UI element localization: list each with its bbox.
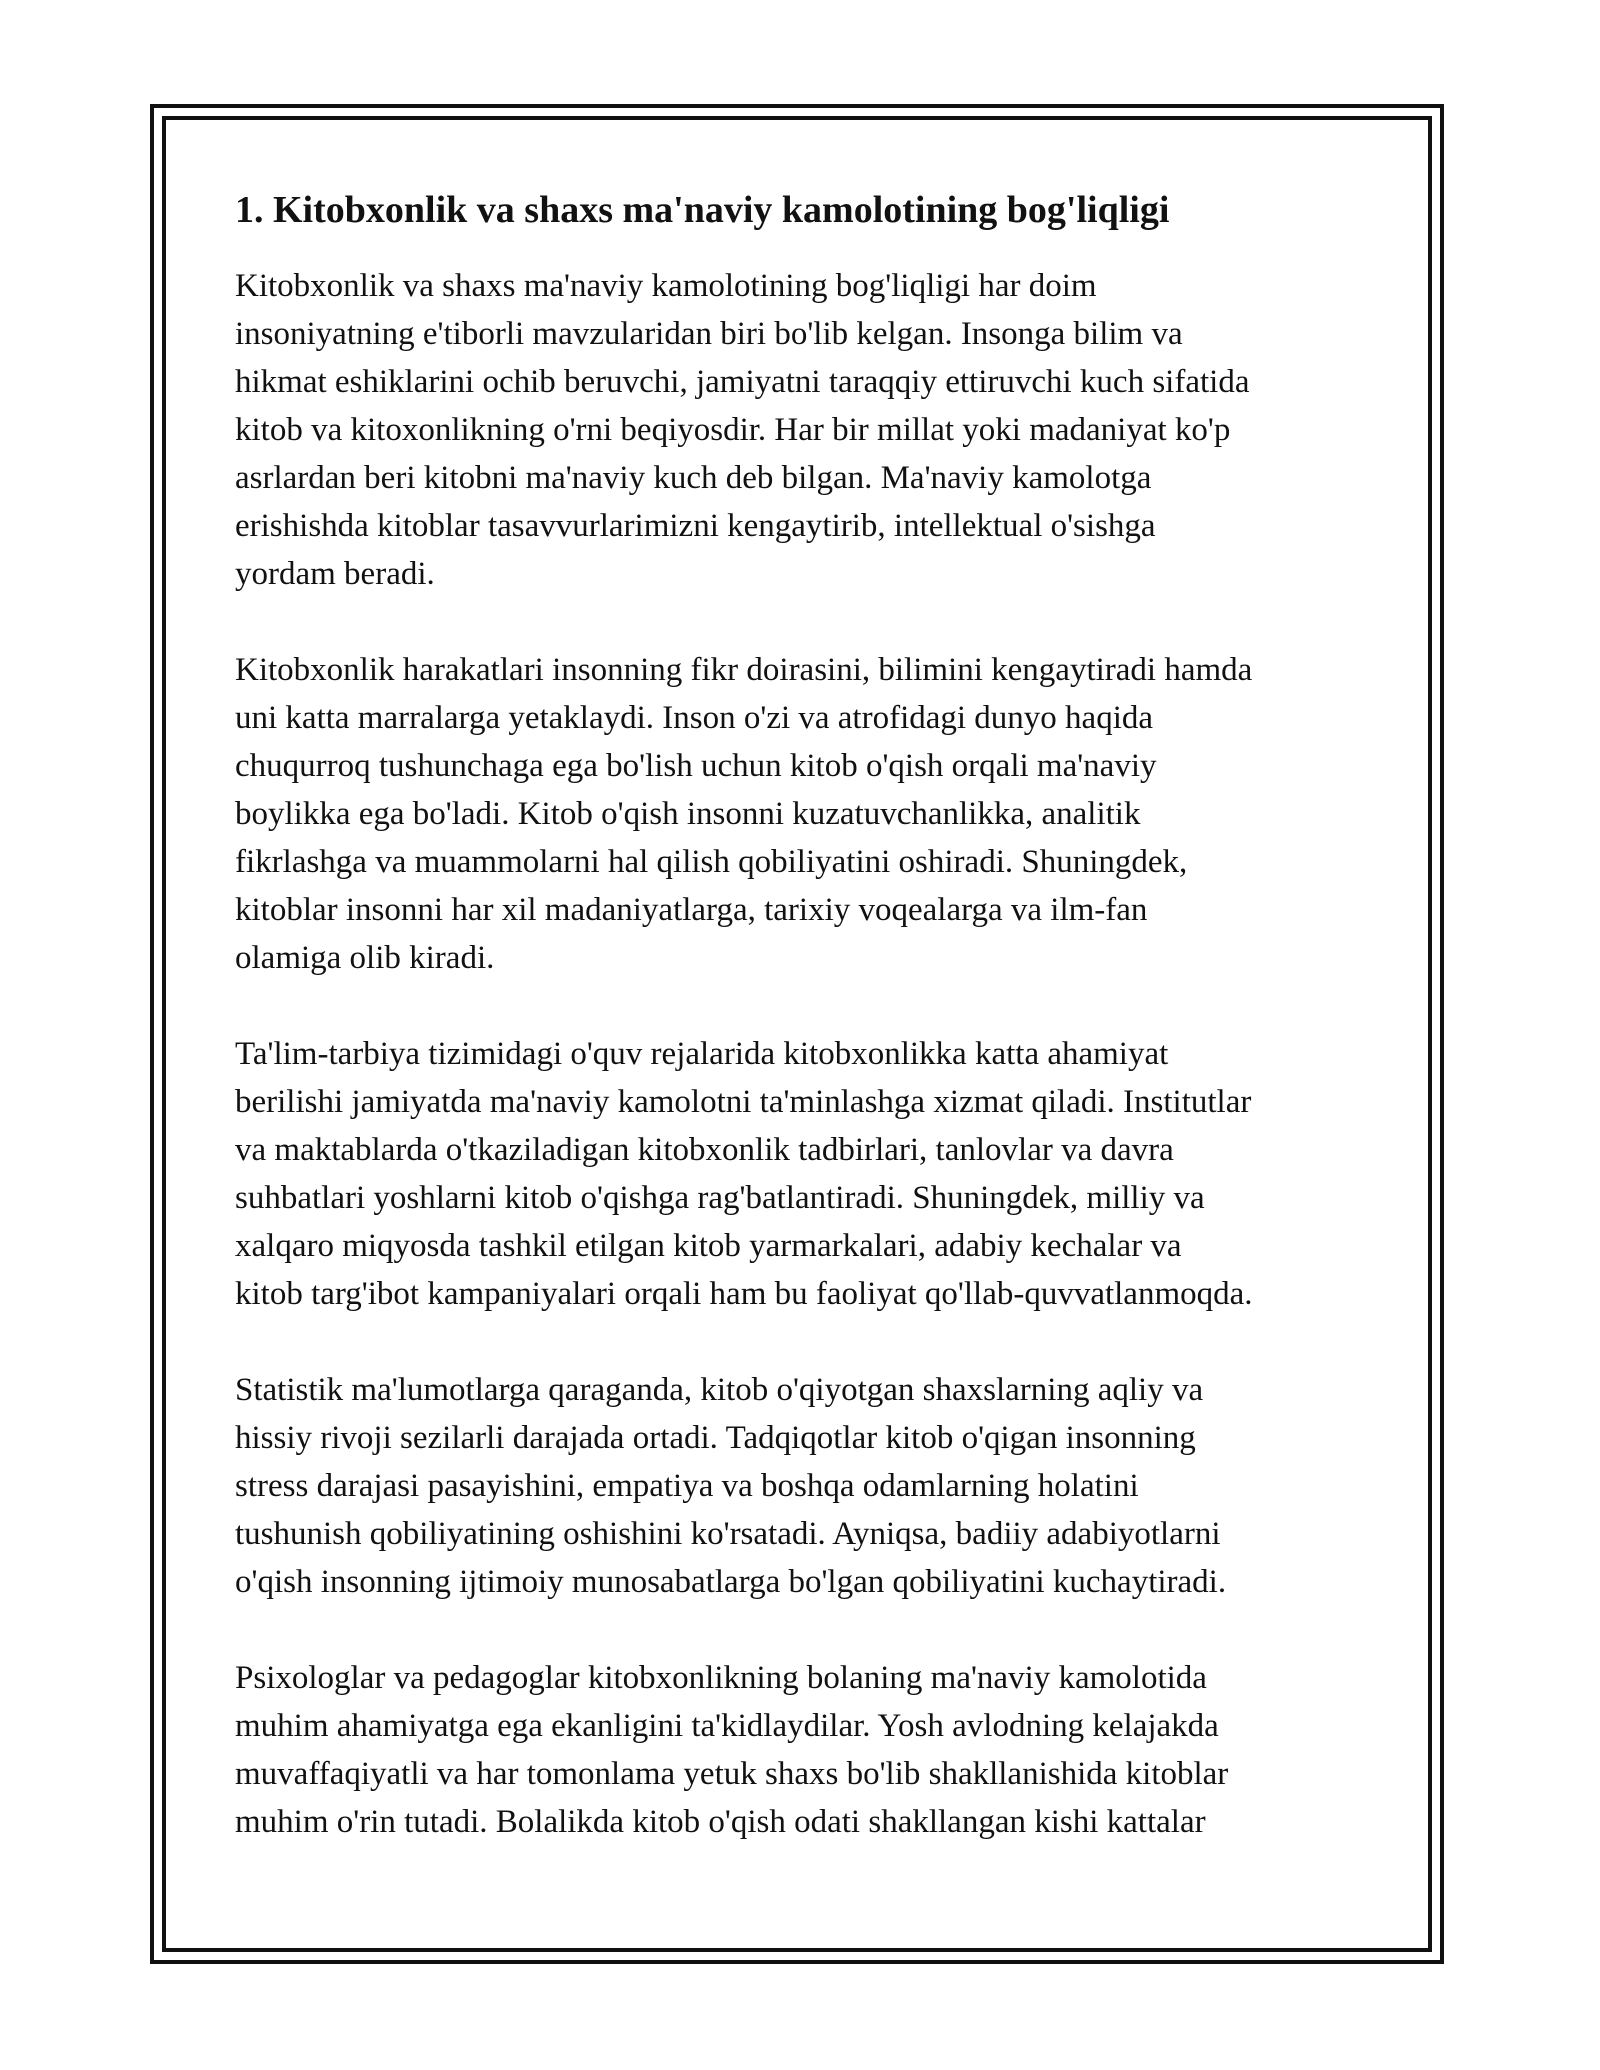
paragraph-1: Kitobxonlik va shaxs ma'naviy kamolotining bog'liqligi har doim insoniyatning e'tiborli mavzularidan biri bo'lib kelgan. Insonga bilim va hikmat eshiklarini ochib beruvchi, jamiyatni taraqqiy ettiruvchi kuch sifatida kitob va kitoxonlikning o'rni beqiyosdir. Har bir millat yoki madaniyat ko'p asrlardan beri kitobni ma'naviy kuch deb bilgan. Ma'naviy kamolotga erishishda kitoblar tasavvurlarimizni kengaytirib, intellektual o'sishga yordam beradi. (235, 268, 1250, 592)
paragraph-3: Ta'lim-tarbiya tizimidagi o'quv rejalarida kitobxonlikka katta ahamiyat berilishi jamiyatda ma'naviy kamolotni ta'minlashga xizmat qiladi. Institutlar va maktablarda o'tkaziladigan kitobxonlik tadbirlari, tanlovlar va davra suhbatlari yoshlarni kitob o'qishga rag'batlantiradi. Shuningdek, milliy va xalqaro miqyosda tashkil etilgan kitob yarmarkalari, adabiy kechalar va kitob targ'ibot kampaniyalari orqali ham bu faoliyat qo'llab-quvvatlanmoqda. (235, 1036, 1253, 1312)
paragraph-5: Psixologlar va pedagoglar kitobxonlikning bolaning ma'naviy kamolotida muhim ahamiyatga ega ekanligini ta'kidlaydilar. Yosh avlodning kelajakda muvaffaqiyatli va har tomonlama yetuk shaxs bo'lib shakllanishida kitoblar muhim o'rin tutadi. Bolalikda kitob o'qish odati shakllangan kishi kattalar (235, 1660, 1229, 1840)
paragraph-2: Kitobxonlik harakatlari insonning fikr doirasini, bilimini kengaytiradi hamda uni katta marralarga yetaklaydi. Inson o'zi va atrofidagi dunyo haqida chuqurroq tushunchaga ega bo'lish uchun kitob o'qish orqali ma'naviy boylikka ega bo'ladi. Kitob o'qish insonni kuzatuvchanlikka, analitik fikrlashga va muammolarni hal qilish qobiliyatini oshiradi. Shuningdek, kitoblar insonni har xil madaniyatlarga, tarixiy voqealarga va ilm-fan olamiga olib kiradi. (235, 652, 1253, 976)
section-heading: 1. Kitobxonlik va shaxs ma'naviy kamolotining bog'liqligi (235, 189, 1170, 231)
paragraph-4: Statistik ma'lumotlarga qaraganda, kitob o'qiyotgan shaxslarning aqliy va hissiy rivoji sezilarli darajada ortadi. Tadqiqotlar kitob o'qigan insonning stress darajasi pasayishini, empatiya va boshqa odamlarning holatini tushunish qobiliyatining oshishini ko'rsatadi. Ayniqsa, badiiy adabiyotlarni o'qish insonning ijtimoiy munosabatlarga bo'lgan qobiliyatini kuchaytiradi. (235, 1372, 1227, 1600)
document-body (235, 186, 1375, 1894)
